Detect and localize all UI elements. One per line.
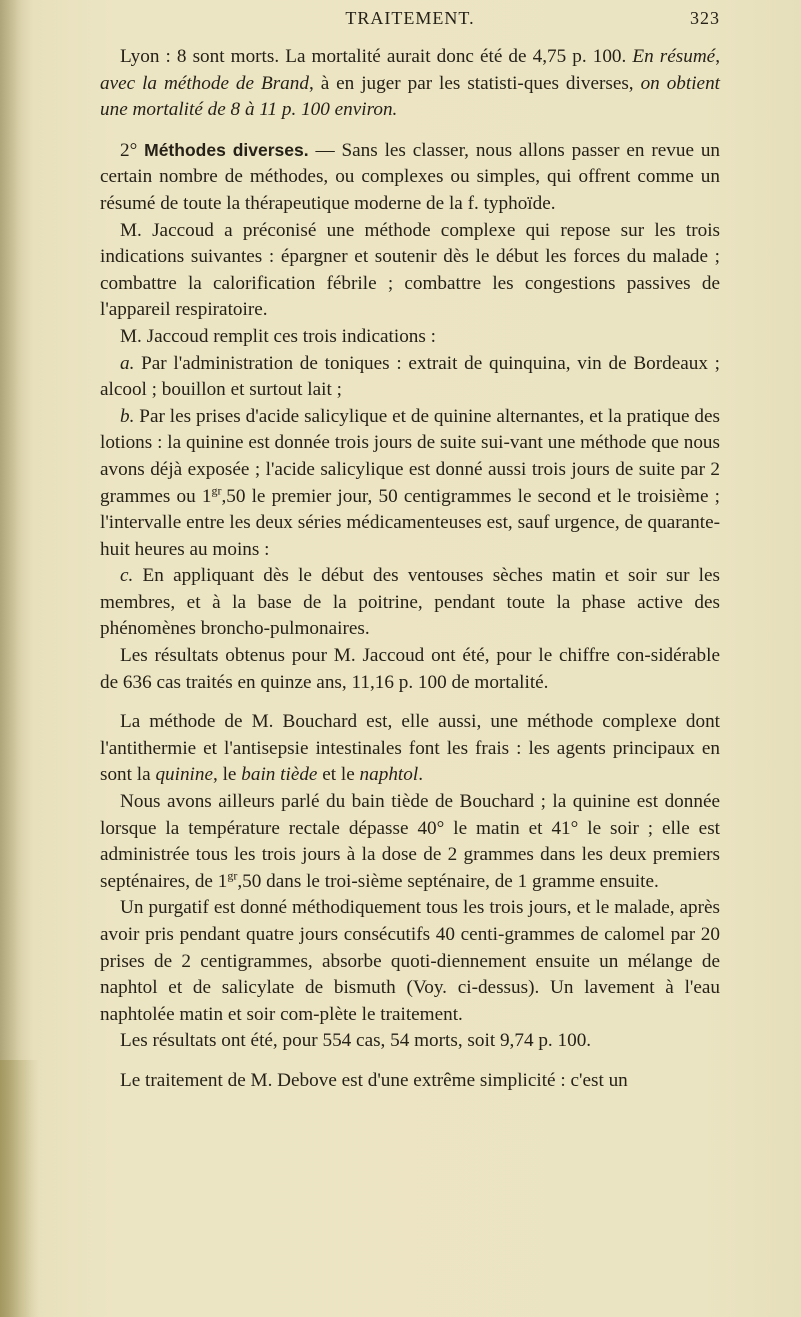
italic-text: avec la méthode de Brand xyxy=(100,72,309,94)
italic-text: quinine xyxy=(155,764,213,786)
italic-text: naphtol xyxy=(359,764,419,786)
page-number: 323 xyxy=(690,8,720,28)
running-title: TRAITEMENT. xyxy=(345,8,475,28)
paragraph: Nous avons ailleurs parlé du bain tiède de Bouchard ; la quinine est donnée lorsque la température rectale dépasse 40° le matin et 41° le soir ; elle est administrée tous les trois jours à la dose de 2 grammes dans les deux premiers septénaires, de $1^{gr},50$ dans le troi-sième septénaire, de 1 gramme ensuite. xyxy=(100,791,720,892)
paragraph: Les résultats ont été, pour 554 cas, 54 morts, soit 9,74 p. 100. xyxy=(120,1030,592,1052)
list-letter: c. xyxy=(120,565,134,587)
paragraph: Le traitement de M. Debove est d'une extrême simplicité : c'est un xyxy=(120,1069,628,1091)
list-letter: a. xyxy=(120,352,135,374)
page-header xyxy=(100,8,720,38)
paragraph: M. Jaccoud remplit ces trois indications : xyxy=(120,325,436,347)
list-item: a. Par l'administration de toniques : extrait de quinquina, vin de Bordeaux ; alcool ; bouillon et surtout lait ; xyxy=(100,352,720,401)
paragraph: Lyon : 8 sont morts. La mortalité aurait donc été de 4,75 p. 100. En résumé, avec la méthode de Brand, à en juger par les statisti-ques diverses, on obtient une mortalité de 8 à 11 p. 100 environ. xyxy=(100,46,720,121)
body-text xyxy=(100,44,720,1095)
paragraph: Les résultats obtenus pour M. Jaccoud ont été, pour le chiffre con-sidérable de 636 cas traités en quinze ans, 11,16 p. 100 de mortalité. xyxy=(100,645,720,693)
unit-superscript: gr xyxy=(227,868,238,883)
unit-superscript: gr xyxy=(211,483,222,498)
italic-text: bain tiède xyxy=(241,764,318,786)
list-letter: b. xyxy=(120,405,135,427)
italic-text: En résumé xyxy=(632,46,716,67)
list-item: c. En appliquant dès le début des ventouses sèches matin et soir sur les membres, et à la base de la poitrine, pendant toute la phase active des phénomènes broncho-pulmonaires. xyxy=(100,565,720,640)
page-stain xyxy=(0,1060,40,1317)
list-item: b. Par les prises d'acide salicylique et de quinine alternantes, et la pratique des lotions : la quinine est donnée trois jours de suite sui-vant une méthode que nous avons déjà exposée ; l'acide salicylique est donné aussi trois jours de suite par 2 grammes ou $1^{gr},50$ le premier jour, 50 centigrammes le second et le troisième ; l'intervalle entre les deux séries médicamenteuses est, sauf urgence, de quarante-huit heures au moins : xyxy=(100,405,720,560)
italic-text: on obtient une mortalité de 8 à 11 p. 100 environ. xyxy=(100,72,720,121)
paragraph: M. Jaccoud a préconisé une méthode complexe qui repose sur les trois indications suivantes : épargner et soutenir dès le début les forces du malade ; combattre la calorification fébrile ; combattre les congestions passives de l'appareil respiratoire. xyxy=(100,219,720,321)
section-heading: Méthodes diverses. xyxy=(144,139,309,160)
paragraph: La méthode de M. Bouchard est, elle aussi, une méthode complexe dont l'antithermie et l'antisepsie intestinales font les frais : les agents principaux en sont la quinine, le bain tiède et le naphtol. xyxy=(100,711,720,786)
paragraph: Un purgatif est donné méthodiquement tous les trois jours, et le malade, après avoir pris pendant quatre jours consécutifs 40 centi-grammes de calomel par 20 prises de 2 centigrammes, absorbe quoti-diennement ensuite un mélange de naphtol et de salicylate de bismuth (Voy. ci-dessus). Un lavement à l'eau naphtolée matin et soir com-plète le traitement. xyxy=(100,897,720,1025)
paragraph-section-heading: 2° Méthodes diverses. — Sans les classer, nous allons passer en revue un certain nombre de méthodes, ou complexes ou simples, qui offrent comme un résumé de toute la thérapeutique moderne de la f. typhoïde. xyxy=(100,139,721,214)
